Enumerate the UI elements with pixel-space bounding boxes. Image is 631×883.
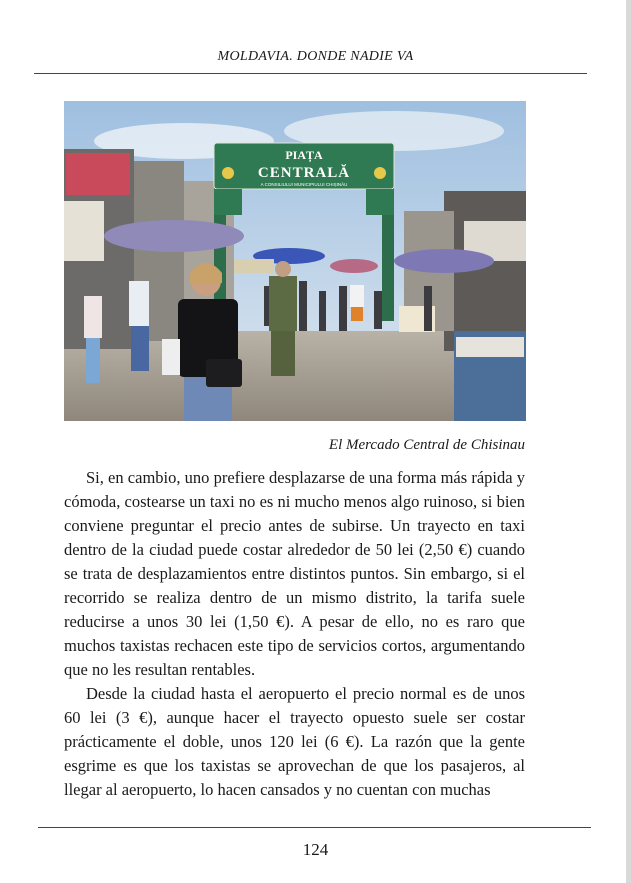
footer-rule <box>38 827 591 828</box>
paragraph-1: Si, en cambio, uno prefiere desplazarse de una forma más rápida y cómoda, costearse un taxi no es ni mucho menos algo ruinoso, si bien conviene preguntar el precio antes de subirse. Un trayecto en taxi dentro de la ciudad puede costar alrededor de 50 lei (2,50 €) cuando se trata de desplazamientos entre distintos puntos. Sin embargo, si el recorrido se realiza dentro de un mismo distrito, la tarifa suele reducirse a unos 30 lei (1,50 €). A pesar de ello, no es raro que muchos taxistas rechacen este tipo de servicios cortos, argumentando que no les resultan rentables. <box>64 468 525 679</box>
photo-caption: El Mercado Central de Chisinau <box>328 437 525 453</box>
gate-sign-subtitle: A CONSILIULUI MUNICIPIULUI CHIȘINĂU <box>260 182 348 187</box>
header-rule <box>34 73 587 74</box>
page-edge-shadow <box>626 0 631 883</box>
market-photo <box>64 101 526 421</box>
running-header: MOLDAVIA. DONDE NADIE VA <box>217 49 414 64</box>
page-number: 124 <box>302 840 329 859</box>
market-photo-illustration <box>64 101 526 421</box>
gate-sign-line1: PIAȚA <box>285 148 323 162</box>
gate-sign-line2: CENTRALĂ <box>257 165 351 181</box>
paragraph-2: Desde la ciudad hasta el aeropuerto el precio normal es de unos 60 lei (3 €), aunque hacer el trayecto opuesto suele ser costar prácticamente el doble, unos 120 lei (6 €). La razón que la gente esgrime es que los taxistas se aprovechan de que los pasajeros, al llegar al aeropuerto, lo hacen cansados y no cuentan con muchas <box>64 684 525 799</box>
